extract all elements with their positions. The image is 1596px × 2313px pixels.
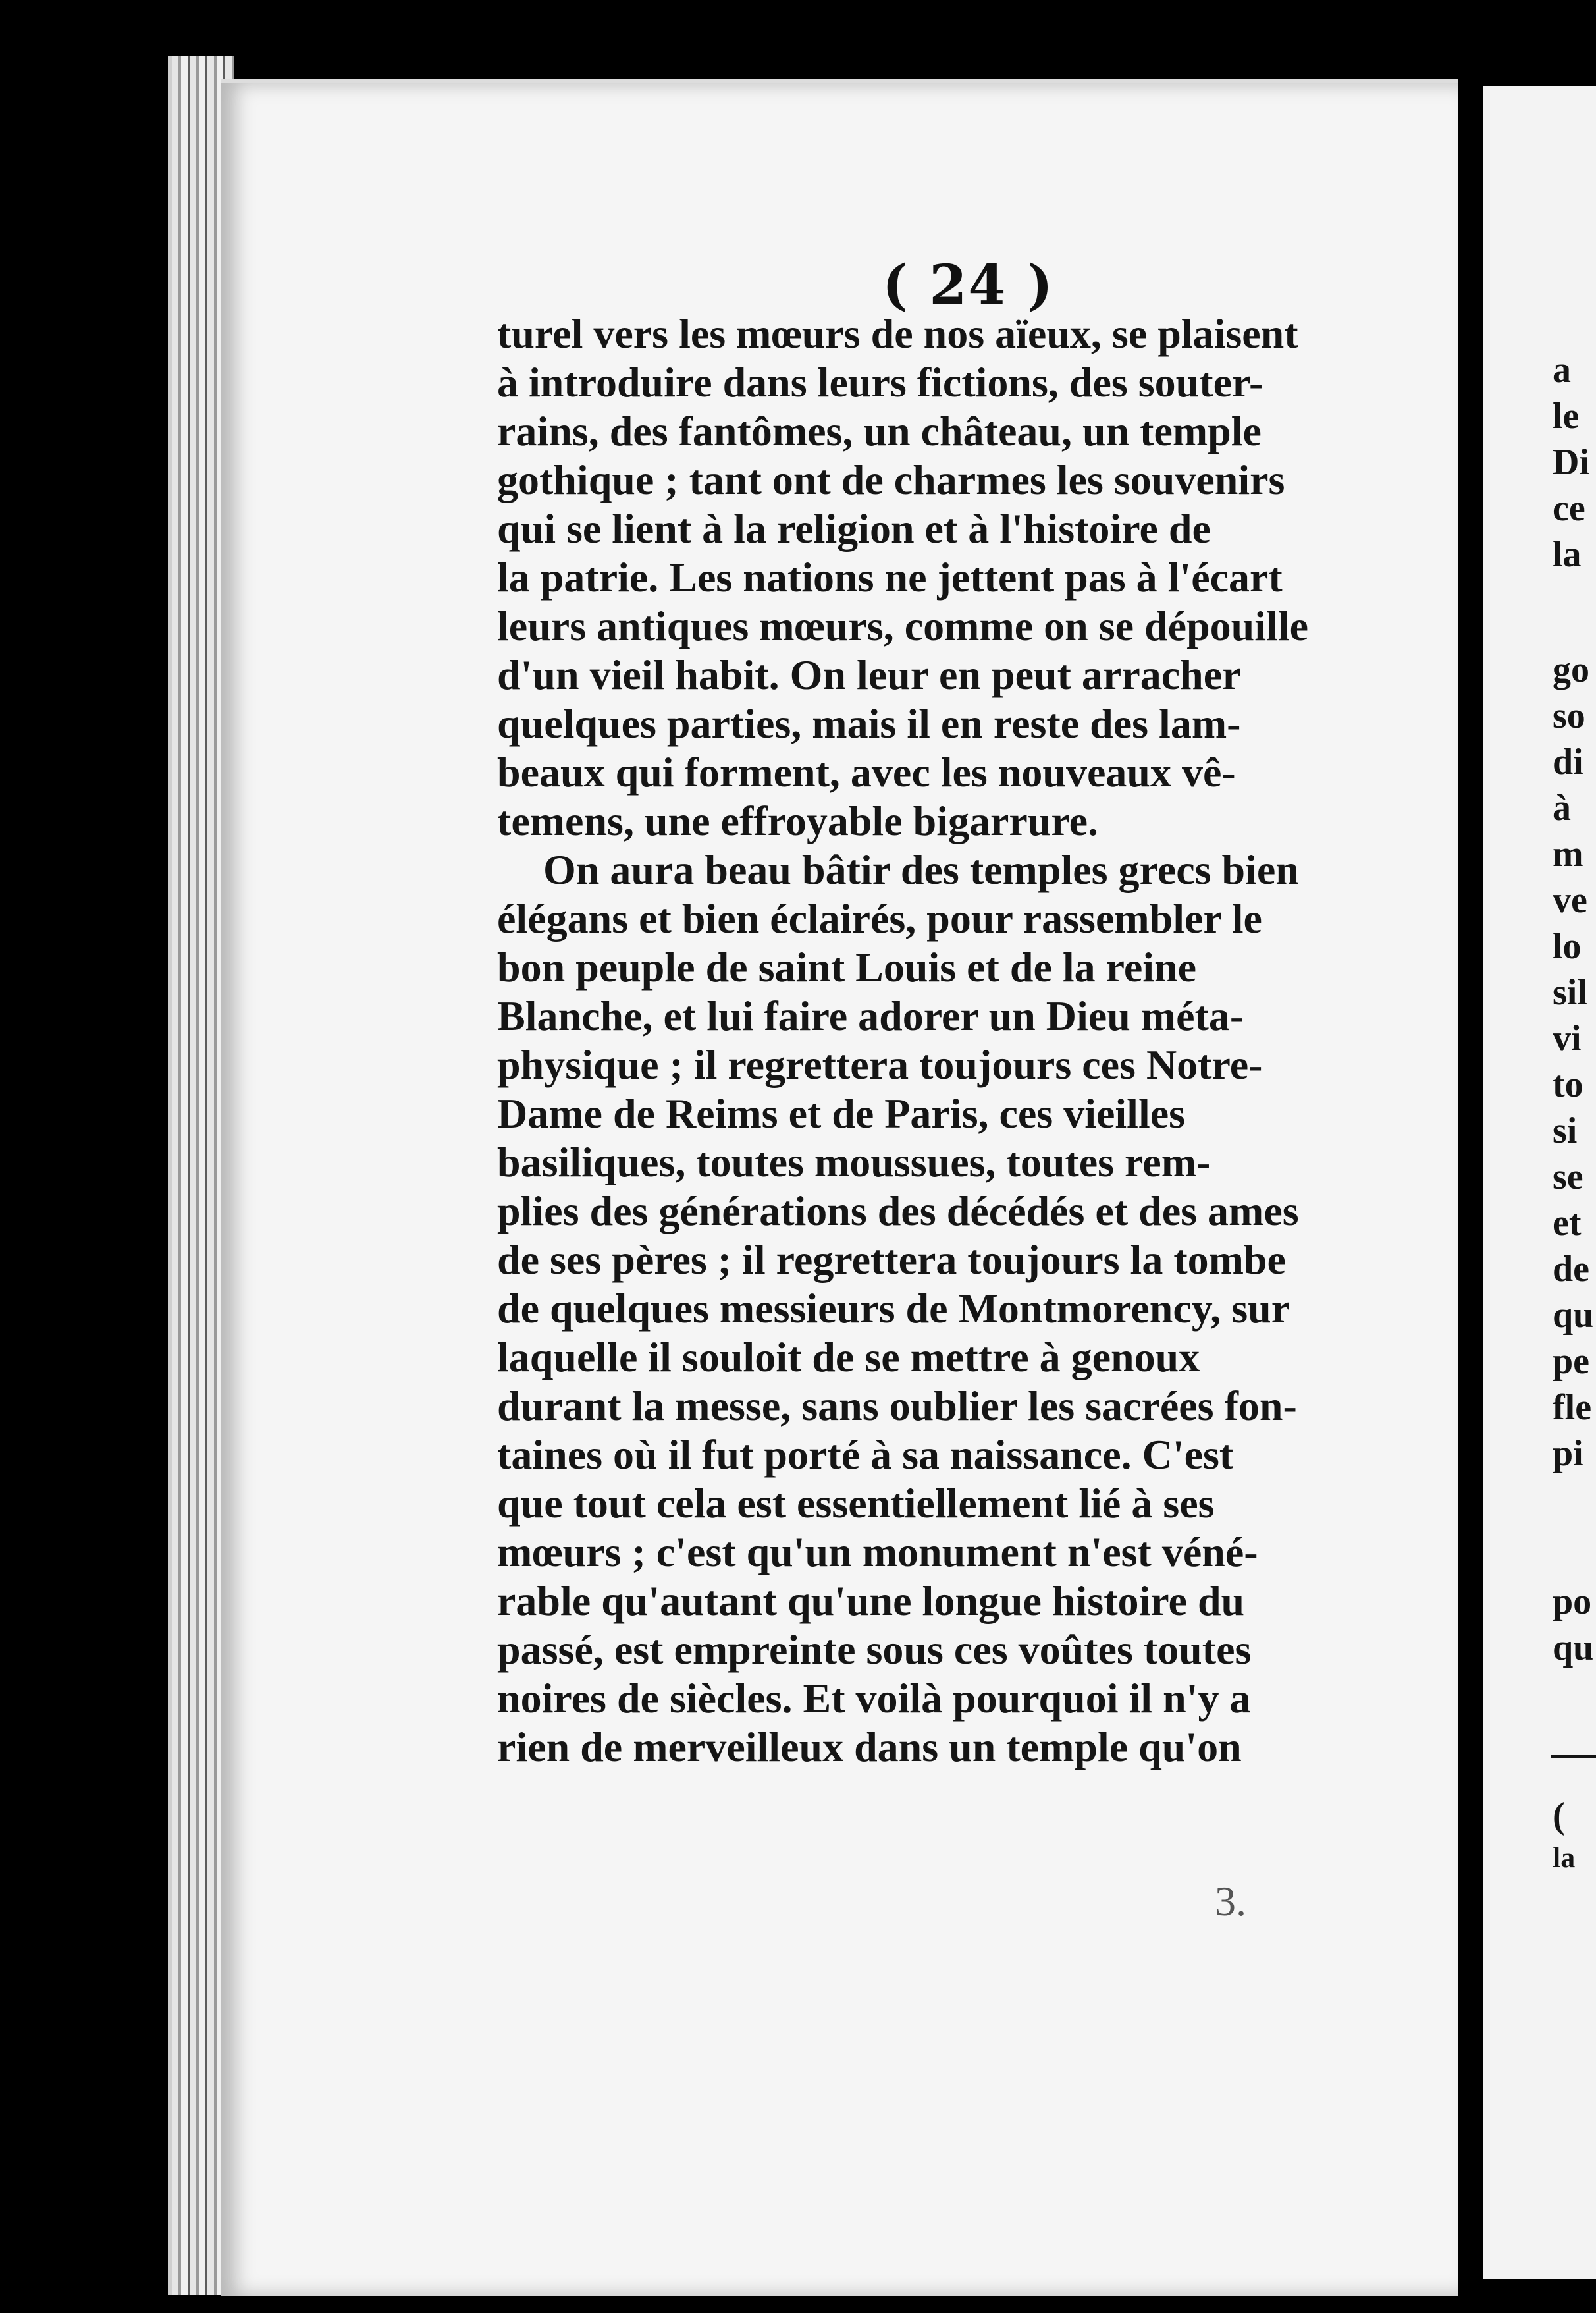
text-line: la patrie. Les nations ne jettent pas à l'écart bbox=[497, 554, 1283, 601]
next-page-fragment: fle bbox=[1553, 1387, 1592, 1428]
text-line: temens, une effroyable bigarrure. bbox=[497, 798, 1099, 844]
text-line: mœurs ; c'est qu'un monument n'est véné- bbox=[497, 1529, 1258, 1575]
page-body-text bbox=[497, 310, 1366, 1772]
text-line: taines où il fut porté à sa naissance. C'est bbox=[497, 1431, 1234, 1478]
text-line-paragraph-start: On aura beau bâtir des temples grecs bien bbox=[543, 846, 1299, 893]
text-line: durant la messe, sans oublier les sacrées fon- bbox=[497, 1382, 1297, 1429]
footnote-rule bbox=[1551, 1755, 1596, 1758]
next-page-fragment: go bbox=[1553, 649, 1589, 690]
text-line: laquelle il souloit de se mettre à genoux bbox=[497, 1334, 1200, 1380]
text-line: que tout cela est essentiellement lié à ses bbox=[497, 1480, 1215, 1527]
text-line: physique ; il regrettera toujours ces Notre- bbox=[497, 1041, 1263, 1088]
next-page-edge bbox=[1483, 86, 1596, 2279]
next-page-fragment: ce bbox=[1553, 488, 1585, 529]
next-page-fragment: se bbox=[1553, 1156, 1583, 1197]
text-line: noires de siècles. Et voilà pourquoi il n'y a bbox=[497, 1675, 1251, 1722]
next-page-fragment: pi bbox=[1553, 1433, 1583, 1474]
text-line: plies des générations des décédés et des ames bbox=[497, 1187, 1299, 1234]
next-page-fragment: po bbox=[1553, 1581, 1592, 1622]
text-line: rable qu'autant qu'une longue histoire du bbox=[497, 1577, 1245, 1624]
text-line: rien de merveilleux dans un temple qu'on bbox=[497, 1724, 1242, 1770]
next-page-fragment: si bbox=[1553, 1110, 1578, 1151]
text-line: qui se lient à la religion et à l'histoire de bbox=[497, 505, 1211, 552]
text-line: quelques parties, mais il en reste des lam- bbox=[497, 700, 1241, 747]
signature-mark: 3. bbox=[1215, 1878, 1246, 1924]
next-page-fragment: à bbox=[1553, 788, 1571, 829]
next-page-fragment: et bbox=[1553, 1203, 1582, 1243]
next-page-fragment: pe bbox=[1553, 1341, 1589, 1382]
next-page-fragment: ( bbox=[1553, 1795, 1565, 1836]
next-page-fragment: de bbox=[1553, 1249, 1589, 1290]
next-page-fragment: qu bbox=[1553, 1295, 1594, 1336]
text-line: d'un vieil habit. On leur en peut arracher bbox=[497, 651, 1241, 698]
next-page-fragment: to bbox=[1553, 1064, 1583, 1105]
next-page-fragment: qu bbox=[1553, 1627, 1594, 1668]
next-page-fragment: sil bbox=[1553, 972, 1587, 1013]
text-line: Blanche, et lui faire adorer un Dieu méta- bbox=[497, 993, 1244, 1039]
text-line: turel vers les mœurs de nos aïeux, se plaisent bbox=[497, 310, 1298, 357]
text-line: beaux qui forment, avec les nouveaux vê- bbox=[497, 749, 1236, 796]
text-line: à introduire dans leurs fictions, des souter- bbox=[497, 359, 1264, 406]
text-line: gothique ; tant ont de charmes les souvenirs bbox=[497, 456, 1285, 503]
next-page-fragment: la bbox=[1553, 1841, 1576, 1874]
text-line: bon peuple de saint Louis et de la reine bbox=[497, 944, 1197, 991]
page-number: ( 24 ) bbox=[882, 254, 1054, 317]
next-page-fragment: so bbox=[1553, 695, 1585, 736]
next-page-fragment: la bbox=[1553, 534, 1582, 575]
next-page-fragment: ve bbox=[1553, 880, 1587, 921]
text-line: de quelques messieurs de Montmorency, sur bbox=[497, 1285, 1290, 1332]
text-line: leurs antiques mœurs, comme on se dépouille bbox=[497, 603, 1308, 649]
text-line: élégans et bien éclairés, pour rassembler le bbox=[497, 895, 1262, 942]
next-page-fragment: vi bbox=[1553, 1018, 1582, 1059]
text-line: rains, des fantômes, un château, un temple bbox=[497, 408, 1262, 454]
text-line: de ses pères ; il regrettera toujours la tombe bbox=[497, 1236, 1286, 1283]
text-line: Dame de Reims et de Paris, ces vieilles bbox=[497, 1090, 1186, 1137]
next-page-fragment: le bbox=[1553, 396, 1580, 437]
next-page-fragment: lo bbox=[1553, 926, 1582, 967]
gutter-shadow bbox=[1458, 0, 1483, 2313]
next-page-fragment: a bbox=[1553, 350, 1571, 391]
next-page-fragment: di bbox=[1553, 742, 1583, 782]
next-page-fragment: m bbox=[1553, 834, 1583, 875]
text-line: basiliques, toutes moussues, toutes rem- bbox=[497, 1139, 1211, 1185]
text-line: passé, est empreinte sous ces voûtes toutes bbox=[497, 1626, 1252, 1673]
next-page-fragment: Di bbox=[1553, 442, 1589, 483]
